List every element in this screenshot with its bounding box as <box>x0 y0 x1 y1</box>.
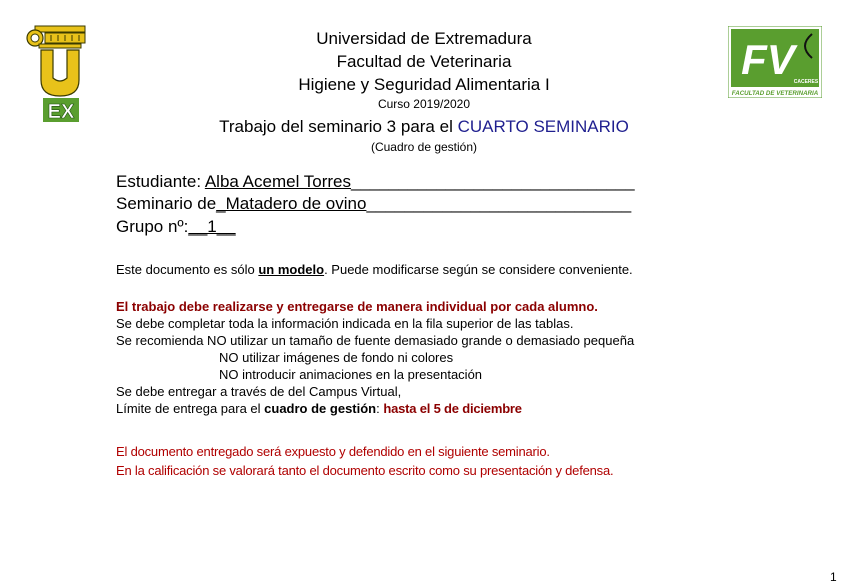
deadline-date: hasta el 5 de diciembre <box>383 401 522 416</box>
seminar-title-highlight: CUARTO SEMINARIO <box>457 117 629 136</box>
deadline-bold: cuadro de gestión <box>264 401 377 416</box>
model-note-prefix: Este documento es sólo <box>116 262 259 277</box>
complete-note: Se debe completar toda la información indicada en la fila superior de las tablas. <box>116 316 574 331</box>
individual-note: El trabajo debe realizarse y entregarse de manera individual por cada alumno. <box>116 299 598 314</box>
faculty-name: Facultad de Veterinaria <box>336 52 512 71</box>
deadline-colon: : <box>376 401 384 416</box>
font-size-note: Se recomienda NO utilizar un tamaño de fuente demasiado grande o demasiado pequeña <box>116 333 635 348</box>
model-note-suffix: . Puede modificarse según se considere conveniente. <box>324 262 633 277</box>
model-note <box>116 262 633 278</box>
course-year: Curso 2019/2020 <box>377 97 471 111</box>
page-number: 1 <box>830 570 837 584</box>
student-label: Estudiante: <box>116 172 205 191</box>
seminar-title <box>0 117 848 137</box>
no-images-note: NO utilizar imágenes de fondo ni colores <box>219 350 454 365</box>
seminar-title-prefix: Trabajo del seminario 3 para el <box>219 117 458 136</box>
fv-logo-city: CACERES <box>793 79 819 85</box>
seminar-subtitle: (Cuadro de gestión) <box>370 140 478 154</box>
group-field <box>116 216 236 238</box>
subject-name: Higiene y Seguridad Alimentaria I <box>298 75 550 94</box>
group-value: __1__ <box>188 217 236 236</box>
uex-logo-text: EX <box>47 101 75 123</box>
no-animations-note: NO introducir animaciones en la presentación <box>219 367 483 382</box>
deadline-prefix: Límite de entrega para el <box>116 401 265 416</box>
student-blank: ______________________________ <box>351 172 635 191</box>
fv-logo-caption: FACULTAD DE VETERINARIA <box>731 90 819 97</box>
student-field <box>116 171 635 193</box>
university-name: Universidad de Extremadura <box>316 29 532 48</box>
seminar-label: Seminario de <box>116 194 217 213</box>
student-value: Alba Acemel Torres <box>204 172 351 191</box>
deadline-note <box>116 401 522 417</box>
seminar-blank: ____________________________ <box>366 194 632 213</box>
model-note-bold: un modelo <box>258 262 325 277</box>
seminar-field <box>116 193 631 215</box>
exposed-note: El documento entregado será expuesto y defendido en el siguiente seminario. <box>116 444 550 459</box>
fv-logo-letters: FV <box>741 36 795 83</box>
group-label: Grupo nº: <box>116 217 189 236</box>
grading-note: En la calificación se valorará tanto el documento escrito como su presentación y defensa. <box>116 463 614 478</box>
campus-note: Se debe entregar a través de del Campus Virtual, <box>116 384 402 399</box>
seminar-value: _Matadero de ovino <box>216 194 367 213</box>
